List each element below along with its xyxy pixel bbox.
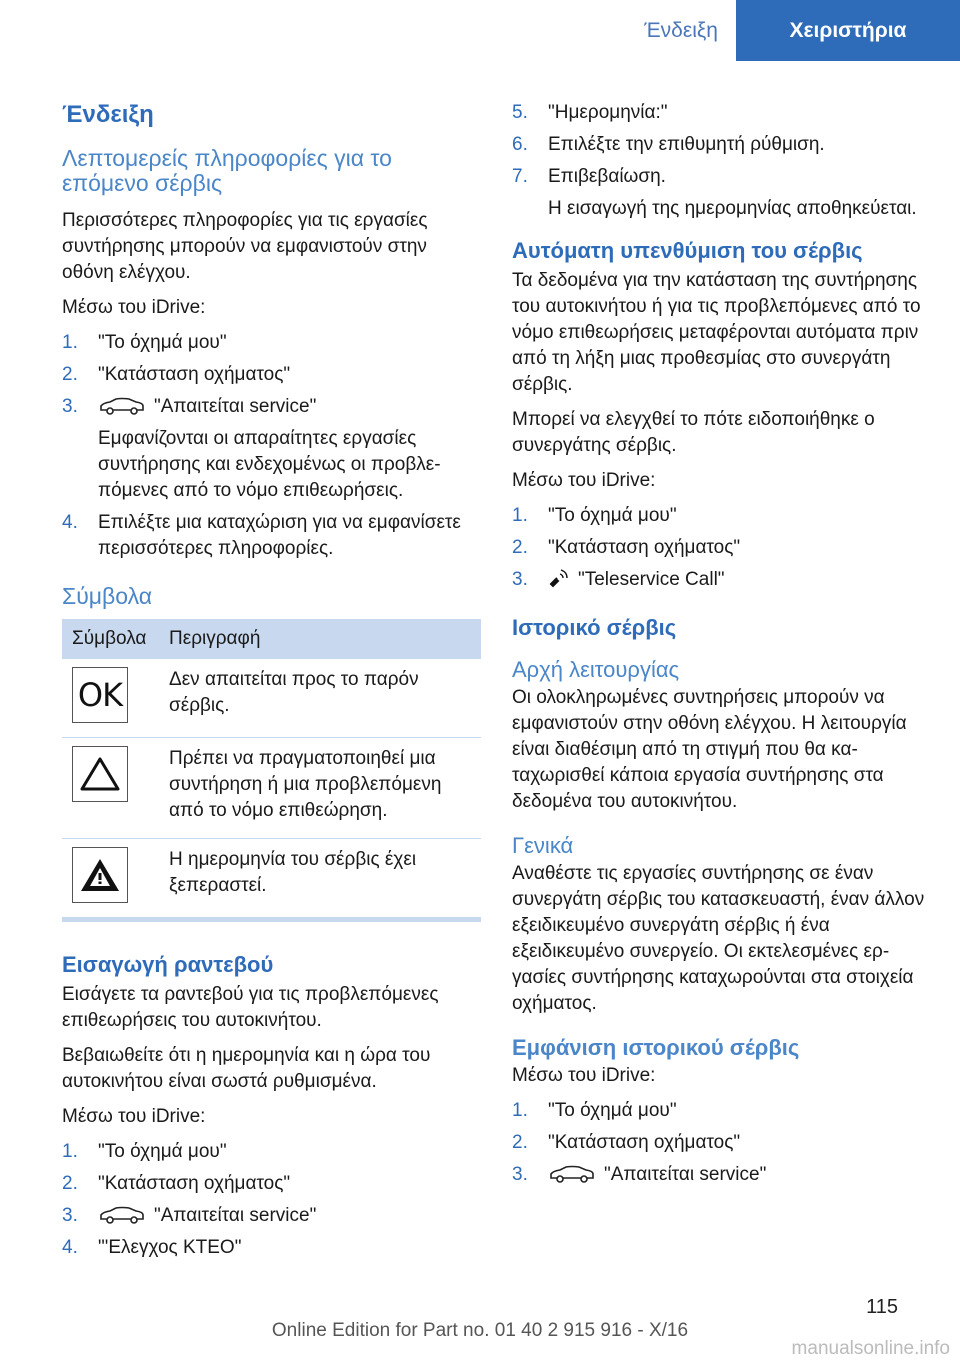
- table-row: Η ημερομηνία του σέρβις έχει ξεπεραστεί.: [62, 839, 481, 920]
- edition-label: Online Edition for Part no. 01 40 2 915 916 - X/16: [271, 1320, 689, 1341]
- paragraph: Οι ολοκληρωμένες συντηρήσεις μπορούν να εμφανιστούν στην οθόνη ελέγχου. Η λειτουργία είναι διαθέσιμη από τη στιγμή που θα καταχωρισθεί κάποια εργασία συντήρησης στα δεδομένα του αυτοκινήτου.: [512, 687, 907, 812]
- paragraph: Μέσω του iDrive:: [512, 470, 656, 491]
- left-column: [62, 100, 481, 1267]
- table-row: Πρέπει να πραγματοποιηθεί μια συντήρηση ή μια προβλεπόμενη από το νόμο επιθεώρηση.: [62, 738, 481, 839]
- header-section-label: Ένδειξη: [644, 18, 718, 42]
- list-item: 2. "Κατάσταση οχήματος": [62, 364, 291, 385]
- step-list: [512, 1098, 932, 1188]
- table-header: Περιγραφή: [159, 619, 481, 659]
- step-list: [512, 503, 932, 593]
- paragraph: Τα δεδομένα για την κατάσταση της συντήρησης του αυτοκινήτου ή για τις προβλεπόμενες από το νόμο επιθεωρήσεις μεταφέρονται αυτόματα πριν από τη λήξη μιας προθεσμίας στο συνεργάτη σέρβις.: [512, 270, 921, 395]
- ok-symbol: OK: [72, 667, 128, 723]
- header-chapter-tab: Χειριστήρια: [736, 0, 960, 61]
- list-item: 1. "Το όχημά μου": [62, 1141, 227, 1162]
- paragraph: Βεβαιωθείτε ότι η ημερομηνία και η ώρα του αυτοκινήτου είναι σωστά ρυθμισμένα.: [62, 1045, 431, 1092]
- list-item: 2. "Κατάσταση οχήματος": [512, 1132, 741, 1153]
- car-icon: [98, 397, 146, 415]
- car-icon: [98, 1206, 146, 1224]
- list-item: 2. "Κατάσταση οχήματος": [62, 1173, 291, 1194]
- step-list: [512, 100, 932, 222]
- section-title: Ένδειξη: [62, 101, 154, 128]
- paragraph: Περισσότερες πληροφορίες για τις εργασίες συντήρησης μπορούν να εμφανιστούν στην οθόνη ελέγχου.: [62, 210, 428, 283]
- subsection-title: Εμφάνιση ιστορικού σέρβις: [512, 1035, 800, 1060]
- list-item: 3. "Απαιτείται service": [62, 1205, 317, 1226]
- step-list: [62, 330, 481, 562]
- list-item: 3. "Απαιτείται service": [512, 1164, 767, 1185]
- watermark: manualsonline.info: [791, 1338, 950, 1359]
- page-header: [626, 0, 960, 61]
- subsection-title: Λεπτομερείς πληροφορίες για το επόμενο σέρβις: [62, 145, 392, 196]
- symbols-table: [62, 619, 481, 922]
- warning-triangle-icon: [72, 746, 128, 802]
- paragraph: Αναθέστε τις εργασίες συντήρησης σε έναν συνεργάτη σέρβις του κατασκευαστή, έναν άλλον εξειδικευμένο συνεργάτη σέρβις ή ένα εξειδικευμένο συνεργείο. Οι εκτελεσμένες εργασίες συντήρησης καταχωρούνται στα στοιχεία οχήματος.: [512, 863, 925, 1014]
- table-row: OK Δεν απαιτείται προς το παρόν σέρβις.: [62, 659, 481, 738]
- list-item: 1. "Το όχημά μου": [62, 332, 227, 353]
- list-item: 4. Επιλέξτε μια καταχώριση για να εμφανίσετε περισσότερες πληροφορίες.: [62, 512, 461, 559]
- section-title: Εισαγωγή ραντεβού: [62, 952, 274, 977]
- teleservice-phone-icon: [548, 568, 570, 588]
- subsection-title: Αρχή λειτουργίας: [512, 657, 680, 682]
- car-icon: [548, 1165, 596, 1183]
- paragraph: Εισάγετε τα ραντεβού για τις προβλεπόμενες επιθεωρήσεις του αυτοκινήτου.: [62, 984, 439, 1031]
- list-item: 1. "Το όχημά μου": [512, 1100, 677, 1121]
- paragraph: Μέσω του iDrive:: [512, 1065, 656, 1086]
- section-title: Αυτόματη υπενθύμιση του σέρβις: [512, 238, 863, 263]
- warning-triangle-filled-icon: [72, 847, 128, 903]
- paragraph: Μπορεί να ελεγχθεί το πότε ειδοποιήθηκε ο συνεργάτης σέρβις.: [512, 409, 875, 456]
- subsection-title: Σύμβολα: [62, 583, 153, 609]
- section-title: Ιστορικό σέρβις: [512, 615, 677, 640]
- list-item: 7. Επιβεβαίωση. Η εισαγωγή της ημερομηνίας αποθηκεύεται.: [512, 166, 917, 219]
- subsection-title: Γενικά: [512, 833, 574, 858]
- page-number: 115: [866, 1296, 898, 1318]
- paragraph: Μέσω του iDrive:: [62, 297, 206, 318]
- list-item: 1. "Το όχημά μου": [512, 505, 677, 526]
- paragraph: Μέσω του iDrive:: [62, 1106, 206, 1127]
- list-item: 4. "'Ελεγχος ΚΤΕΟ": [62, 1237, 242, 1258]
- list-item: 5. "Ημερομηνία:": [512, 102, 668, 123]
- list-item: 3. "Απαιτείται service" Εμφανίζονται οι απαραίτητες εργασίες συντήρησης και ενδεχομένως οι προβλεπόμενες από το νόμο επιθεωρήσεις.: [62, 396, 441, 501]
- right-column: [512, 100, 932, 1194]
- list-item: 2. "Κατάσταση οχήματος": [512, 537, 741, 558]
- list-item: 3. "Teleservice Call": [512, 569, 725, 590]
- list-item: 6. Επιλέξτε την επιθυμητή ρύθμιση.: [512, 134, 825, 155]
- table-header: Σύμβολα: [62, 619, 159, 659]
- step-list: [62, 1139, 481, 1261]
